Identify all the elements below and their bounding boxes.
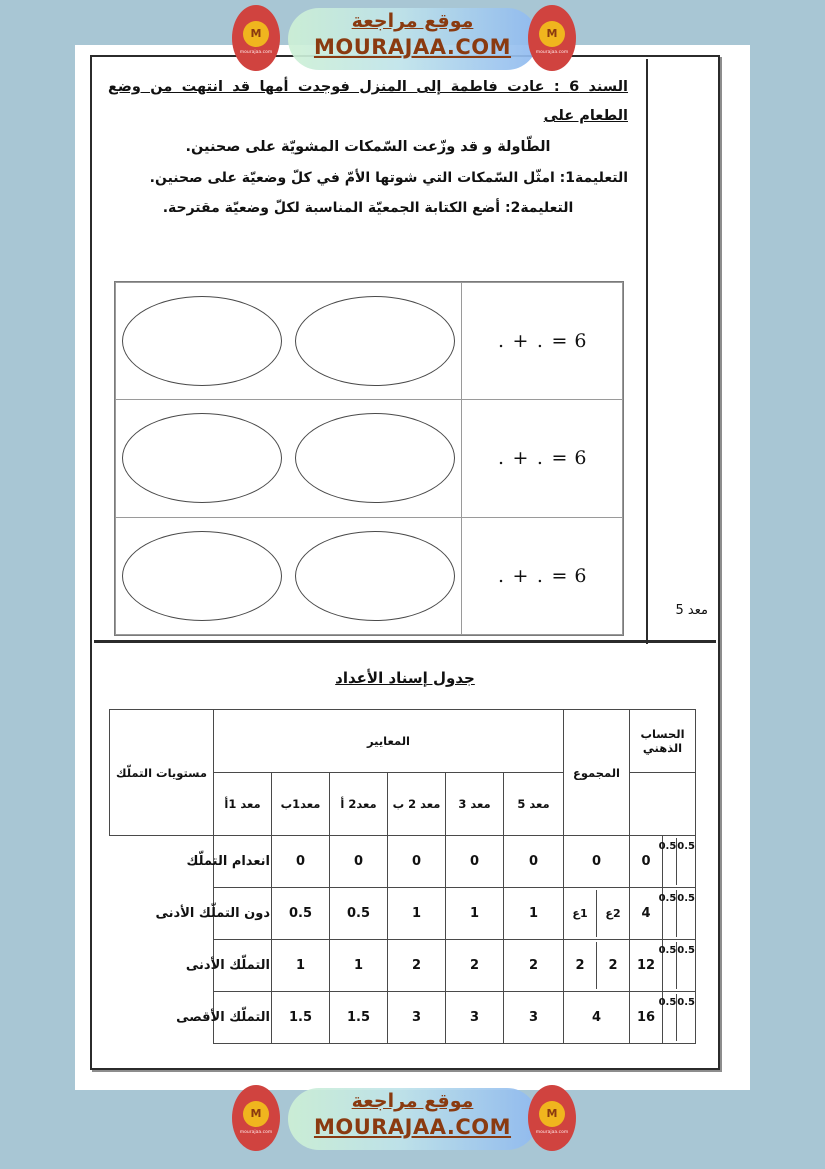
score-maad2b: 3 [446, 992, 504, 1044]
dish-ellipse[interactable] [122, 531, 282, 621]
header-total: المجموع [564, 710, 630, 836]
grading-section [94, 643, 716, 1066]
grading-row [109, 940, 695, 992]
plus-sign: + [512, 447, 530, 470]
dish-ellipse[interactable] [295, 531, 455, 621]
score-maad5: 0 [564, 836, 630, 888]
statement-line-2 [108, 133, 628, 162]
mental-calc-a: 0.5 [677, 945, 695, 956]
mental-calc-cell[interactable] [658, 888, 696, 940]
equation-expression [497, 330, 588, 352]
answer-row [116, 400, 623, 517]
plus-sign: + [512, 564, 530, 587]
exercise-section [94, 59, 646, 640]
score-maad5-split [564, 888, 630, 940]
score-maad3: 2 [504, 940, 564, 992]
blank-2[interactable]: . [498, 447, 506, 470]
watermark-arabic-label: موقع مراجعة [351, 1090, 474, 1112]
watermark-bottom [0, 1082, 825, 1158]
book-icon: M [539, 1101, 565, 1127]
score-maad3: 1 [504, 888, 564, 940]
document-outer-frame [90, 55, 720, 1070]
watermark-text-bottom [253, 1090, 573, 1140]
mental-calc-a: 0.5 [677, 841, 695, 852]
equation-expression [497, 447, 588, 469]
dishes-cell[interactable] [116, 283, 462, 400]
support-statement [108, 73, 628, 162]
answer-grid [114, 281, 624, 636]
equation-expression [497, 565, 588, 587]
score-maad3: 3 [504, 992, 564, 1044]
mental-calc-cell[interactable] [658, 836, 696, 888]
book-icon: M [243, 21, 269, 47]
dish-ellipse[interactable] [122, 413, 282, 503]
plus-sign: + [512, 330, 530, 353]
score-maad2a: 1 [388, 888, 446, 940]
score-maad1b: 0 [330, 836, 388, 888]
score-maad5: 4 [564, 992, 630, 1044]
dishes-cell[interactable] [116, 517, 462, 634]
header-crit-maad1a: معد 1أ [213, 773, 271, 836]
total-value: 0 [630, 836, 663, 888]
header-crit-maad2a: معد2 أ [330, 773, 388, 836]
header-crit-maad2b: معد 2 ب [388, 773, 446, 836]
watermark-logo-caption-right: mourajaa.com [535, 49, 569, 55]
header-crit-maad3: معد 3 [446, 773, 504, 836]
blank-2[interactable]: . [498, 564, 506, 587]
instruction-2: التعليمة2: أضع الكتابة الجمعيّة المناسبة لكلّ وضعيّة مقترحة. [162, 200, 574, 216]
total-value: 4 [630, 888, 663, 940]
blank-1[interactable]: . [536, 447, 544, 470]
answer-row [116, 283, 623, 400]
answer-row [116, 517, 623, 634]
statement-line-1 [108, 73, 628, 131]
equals-sign: = [551, 564, 569, 587]
document-page [75, 45, 750, 1090]
score-maad5-b: 2 [564, 942, 597, 989]
score-maad5-a: 2ع [605, 907, 621, 920]
dish-ellipse[interactable] [295, 413, 455, 503]
level-label: التملّك الأقصى [213, 992, 271, 1044]
score-maad5-a: 2 [608, 958, 618, 973]
grading-row [109, 836, 695, 888]
header-mental-calc: الحساب الذهني [630, 710, 696, 773]
watermark-text-top [253, 10, 573, 60]
watermark-site-url: MOURAJAA.COM [313, 34, 512, 59]
equals-sign: = [551, 447, 569, 470]
equation-number: 6 [574, 447, 588, 470]
score-maad1b: 1 [330, 940, 388, 992]
score-maad5-b: 1ع [564, 890, 597, 937]
score-maad2a: 0 [388, 836, 446, 888]
statement-line-2-text: الطّاولة و قد وزّعت السّمكات المشويّة على صحنين. [185, 139, 551, 155]
book-icon: M [539, 21, 565, 47]
mental-calc-b: 0.5 [659, 890, 678, 937]
grading-row [109, 888, 695, 940]
score-maad1a: 0.5 [272, 888, 330, 940]
watermark-arabic-label: موقع مراجعة [351, 10, 474, 32]
mental-calc-b: 0.5 [659, 942, 678, 989]
mental-calc-cell[interactable] [658, 992, 696, 1044]
score-maad1a: 1.5 [272, 992, 330, 1044]
level-label: دون التملّك الأدنى [213, 888, 271, 940]
header-crit-maad1b: معد1ب [272, 773, 330, 836]
equation-cell[interactable] [462, 400, 623, 517]
score-maad5-split [564, 940, 630, 992]
equation-cell[interactable] [462, 517, 623, 634]
level-label: التملّك الأدنى [213, 940, 271, 992]
score-maad2b: 0 [446, 836, 504, 888]
score-maad1b: 1.5 [330, 992, 388, 1044]
score-maad3: 0 [504, 836, 564, 888]
header-criteria: المعايير [213, 710, 563, 773]
header-crit-maad5: معد 5 [504, 773, 564, 836]
dish-ellipse[interactable] [295, 296, 455, 386]
grading-header-row [109, 710, 695, 773]
score-maad2b: 1 [446, 888, 504, 940]
criterion-side-label: معد 5 [675, 603, 708, 618]
score-maad2b: 2 [446, 940, 504, 992]
equation-number: 6 [574, 330, 588, 353]
header-mental-calc-spacer [630, 773, 696, 836]
level-label: انعدام التملّك [213, 836, 271, 888]
dishes-cell[interactable] [116, 400, 462, 517]
total-value: 12 [630, 940, 663, 992]
mental-calc-a: 0.5 [677, 997, 695, 1008]
score-maad2a: 2 [388, 940, 446, 992]
grading-title: جدول إسناد الأعداد [335, 669, 475, 687]
mental-calc-a: 0.5 [677, 893, 695, 904]
total-value: 16 [630, 992, 663, 1044]
mental-calc-b: 0.5 [659, 838, 678, 885]
mental-calc-b: 0.5 [659, 994, 678, 1041]
blank-2[interactable]: . [498, 330, 506, 353]
blank-1[interactable]: . [536, 564, 544, 587]
book-icon: M [243, 1101, 269, 1127]
score-maad1b: 0.5 [330, 888, 388, 940]
dish-ellipse[interactable] [122, 296, 282, 386]
watermark-logo-caption-right: mourajaa.com [535, 1129, 569, 1135]
score-maad1a: 0 [272, 836, 330, 888]
watermark-site-url: MOURAJAA.COM [313, 1114, 512, 1139]
criterion-side-strip [646, 59, 716, 644]
score-maad2a: 3 [388, 992, 446, 1044]
watermark-top [0, 2, 825, 78]
watermark-logo-caption-left: mourajaa.com [239, 49, 273, 55]
grading-row [109, 992, 695, 1044]
header-levels: مستويات التملّك [109, 710, 213, 836]
grading-table [109, 709, 696, 1044]
statement-line-1-text: السند 6 : عادت فاطمة إلى المنزل فوجدت أمها قد انتهت من وضع الطعام على [108, 79, 629, 124]
mental-calc-cell[interactable] [658, 940, 696, 992]
score-maad1a: 1 [272, 940, 330, 992]
instruction-1: التعليمة1: امثّل السّمكات التي شوتها الأمّ في كلّ وضعيّة على صحنين. [149, 170, 628, 186]
equals-sign: = [551, 330, 569, 353]
watermark-logo-caption-left: mourajaa.com [239, 1129, 273, 1135]
equation-number: 6 [574, 564, 588, 587]
blank-1[interactable]: . [536, 330, 544, 353]
equation-cell[interactable] [462, 283, 623, 400]
